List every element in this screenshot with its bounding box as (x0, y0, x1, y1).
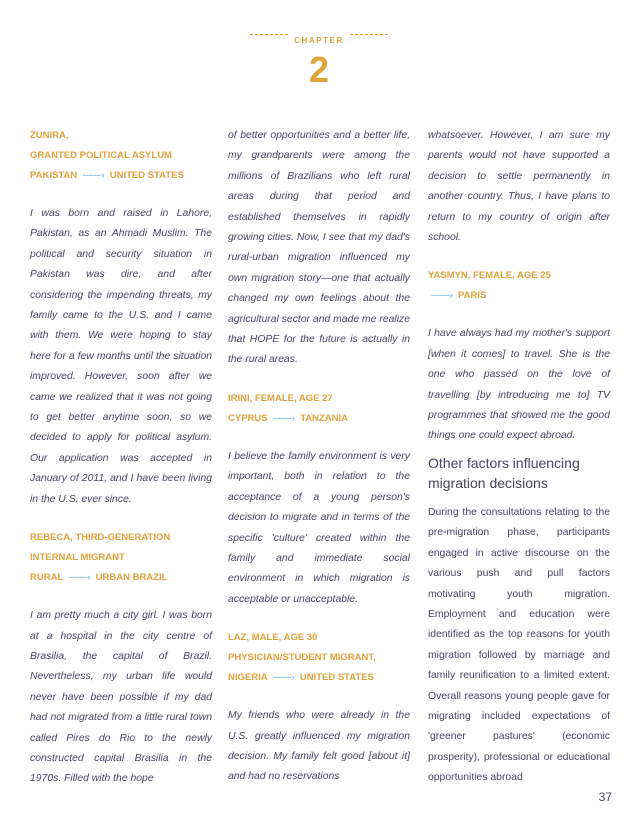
column-1 (30, 126, 212, 790)
dashed-arrow-icon: ‐‐‐‐‐‐‐› (431, 290, 453, 302)
testimony-name: ZUNIRA, (30, 130, 69, 141)
testimony-status: GRANTED POLITICAL ASYLUM (30, 150, 172, 161)
dashed-arrow-icon: ‐‐‐‐‐‐‐› (272, 672, 295, 684)
route-from: RURAL (30, 572, 64, 584)
testimony-status: PHYSICIAN/STUDENT MIGRANT, (228, 652, 376, 664)
route-to: PARIS (457, 290, 487, 302)
body-paragraph: During the consultations relating to the pre-migration phase, participants engaged in active discourse on the various push and pull factors motivating youth migration. Employment and education were identified as the top reasons for youth migration followed by marriage and family reunification to a limited extent. Overall reasons young people gave for migrating included expectations of 'greener pastures' (economic prosperity), professional or educational opportunities abroad (428, 506, 610, 784)
migration-route (228, 668, 410, 688)
route-to: UNITED STATES (109, 170, 184, 181)
testimony-name: LAZ, MALE, AGE 30 (228, 632, 318, 644)
testimony-quote: My friends who were already in the U.S. greatly influenced my migration decision. My family felt good [about it] and had no reservations (228, 710, 410, 783)
chapter-label: CHAPTER (294, 36, 344, 45)
chapter-number: 2 (308, 49, 330, 90)
testimony-quote-continued: of better opportunities and a better life, my grandparents were among the millions of Brazilians who left rural areas during that period and established themselves in rapidly growing cities. Now, I see that my dad's rural-urban migration influenced my own migration story—one that actually changed my own feelings about the agricultural sector and made me realize that HOPE for the future is actually in the rural areas. (228, 130, 410, 366)
chapter-header (0, 30, 638, 88)
route-from: CYPRUS (228, 412, 268, 424)
dashed-arrow-icon: ‐‐‐‐‐‐‐› (82, 170, 105, 181)
section-title: Other factors influencing migration decisions (428, 454, 580, 491)
route-from: PAKISTAN (30, 170, 78, 181)
testimony-name: REBECA, THIRD-GENERATION (30, 532, 171, 544)
page-number: 37 (598, 790, 612, 804)
testimony-quote: I was born and raised in Lahore, Pakistan, as an Ahmadi Muslim. The political and security situation in Pakistan was dire, and after considering the impending threats, my family came to the U.S. and I came with them. We were hoping to stay here for a few months until the situation improved. However, soon after we came we realized that it was not going to get better anytime soon, so we decided to apply for political asylum. Our application was accepted in January of 2011, and I have been living in the U.S. ever since. (30, 208, 212, 505)
route-to: URBAN BRAZIL (95, 572, 168, 584)
migration-route (228, 409, 410, 429)
testimony-quote: I am pretty much a city girl. I was born at a hospital in the city centre of Brasilia, the capital of Brazil. Nevertheless, my urban life would never have been possible if my dad had not migrated from a little rural town called Pires do Rio to the newly constructed capital Brasilia in the 1970s. Filled with the hope (30, 610, 212, 785)
testimony-name: YASMYN, FEMALE, AGE 25 (428, 270, 551, 282)
dashed-arrow-icon: ‐‐‐‐‐‐‐› (68, 572, 91, 584)
route-to: TANZANIA (300, 412, 349, 424)
column-2 (228, 126, 410, 788)
testimony-quote: I believe the family environment is very important, both in relation to the acceptance of a young person's decision to migrate and in terms of the specific 'culture' created within the family and immediate social environment in which migration is acceptable or unacceptable. (228, 450, 410, 605)
testimony-quote: I have always had my mother's support [when it comes] to travel. She is the one who passed on the love of travelling [by introducing me to] TV programmes that showed me the good things one could expect abroad. (428, 328, 610, 442)
dashed-arrow-icon: ‐‐‐‐‐‐‐› (273, 412, 295, 424)
testimony-name: IRINI, FEMALE, AGE 27 (228, 392, 333, 404)
migration-route (428, 286, 610, 306)
migration-route (30, 568, 212, 588)
route-from: NIGERIA (228, 672, 268, 684)
migration-route (30, 166, 212, 186)
column-3 (428, 126, 610, 789)
testimony-status: INTERNAL MIGRANT (30, 552, 125, 564)
testimony-quote-continued: whatsoever. However, I am sure my parents would not have supported a decision to settle permanently in another country. Thus, I have plans to return to my country of origin after school. (428, 130, 610, 244)
route-to: UNITED STATES (299, 672, 374, 684)
